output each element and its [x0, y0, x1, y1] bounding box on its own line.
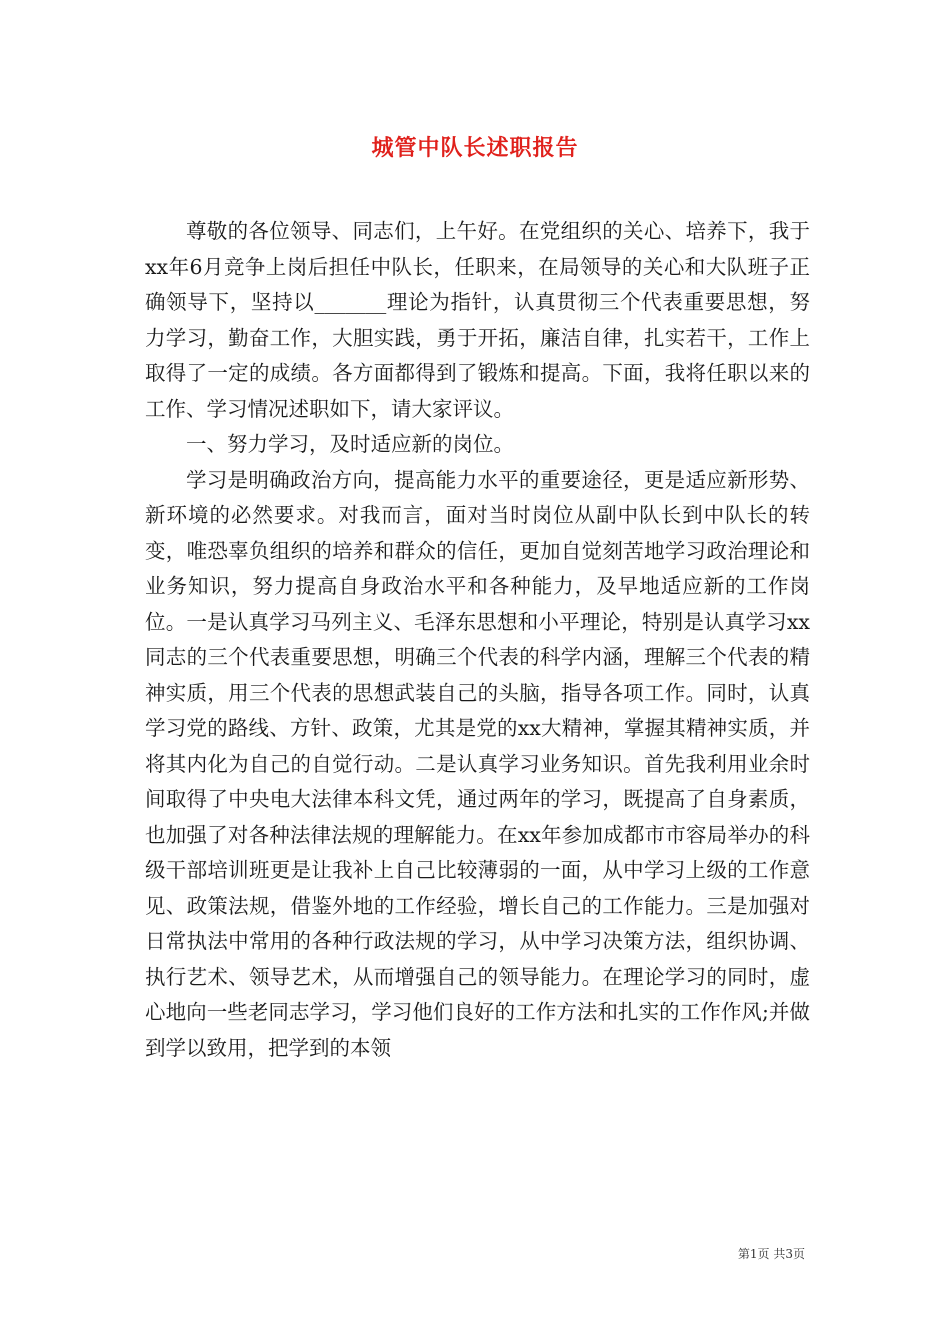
document-body	[145, 214, 810, 1066]
paragraph-greeting: 尊敬的各位领导、同志们，上午好。在党组织的关心、培养下，我于xx年6月竞争上岗后担任中队长，任职来，在局领导的关心和大队班子正确领导下，坚持以_______理论为指针，认真贯彻三个代表重要思想，努力学习，勤奋工作，大胆实践，勇于开拓，廉洁自律，扎实若干，工作上取得了一定的成绩。各方面都得到了锻炼和提高。下面，我将任职以来的工作、学习情况述职如下，请大家评议。	[145, 219, 810, 421]
paragraph-study: 学习是明确政治方向，提高能力水平的重要途径，更是适应新形势、新环境的必然要求。对我而言，面对当时岗位从副中队长到中队长的转变，唯恐辜负组织的培养和群众的信任，更加自觉刻苦地学习政治理论和业务知识，努力提高自身政治水平和各种能力，及早地适应新的工作岗位。一是认真学习马列主义、毛泽东思想和小平理论，特别是认真学习xx同志的三个代表重要思想，明确三个代表的科学内涵，理解三个代表的精神实质，用三个代表的思想武装自己的头脑，指导各项工作。同时，认真学习党的路线、方针、政策，尤其是党的xx大精神，掌握其精神实质，并将其内化为自己的自觉行动。二是认真学习业务知识。首先我利用业余时间取得了中央电大法律本科文凭，通过两年的学习，既提高了自身素质，也加强了对各种法律法规的理解能力。在xx年参加成都市市容局举办的科级干部培训班更是让我补上自己比较薄弱的一面，从中学习上级的工作意见、政策法规，借鉴外地的工作经验，增长自己的工作能力。三是加强对日常执法中常用的各种行政法规的学习，从中学习决策方法，组织协调、执行艺术、领导艺术，从而增强自己的领导能力。在理论学习的同时，虚心地向一些老同志学习，学习他们良好的工作方法和扎实的工作作风;并做到学以致用，把学到的本领	[145, 467, 810, 1060]
paragraph-section-heading: 一、努力学习，及时适应新的岗位。	[186, 432, 514, 456]
document-title: 城管中队长述职报告	[371, 135, 579, 161]
page-number: 第1页 共3页	[737, 1247, 805, 1261]
